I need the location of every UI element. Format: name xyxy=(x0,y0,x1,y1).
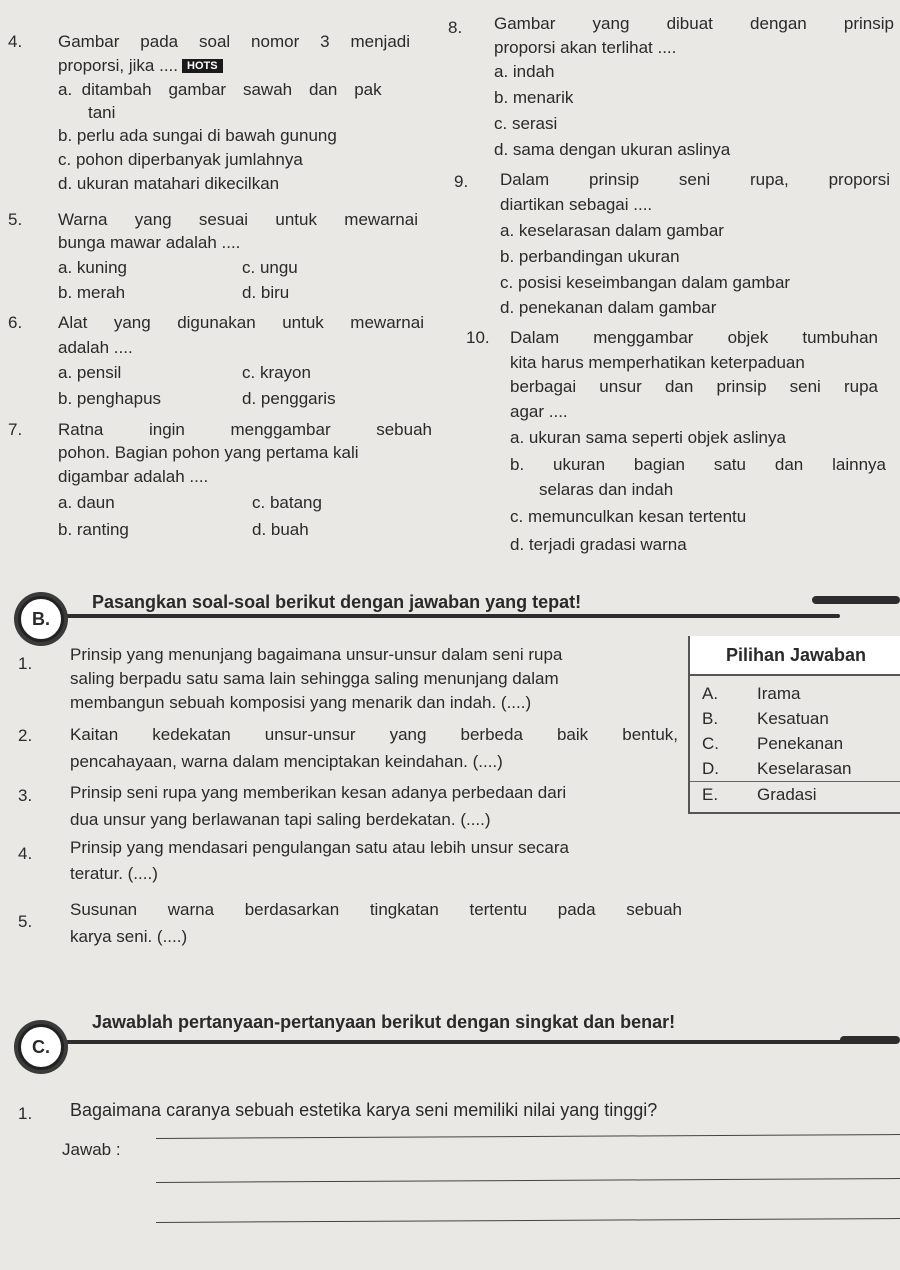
option-a: a. daun xyxy=(58,493,115,512)
option-d: d. biru xyxy=(242,283,290,302)
section-title: Jawablah pertanyaan-pertanyaan berikut dengan singkat dan benar! xyxy=(92,1012,676,1032)
option-d: d. sama dengan ukuran aslinya xyxy=(494,140,731,159)
item-text: karya seni. (....) xyxy=(70,927,188,946)
option-c: C. Penekanan xyxy=(702,734,844,753)
question-number: 9. xyxy=(454,172,469,191)
option-d: d. buah xyxy=(252,520,309,539)
question-text: agar .... xyxy=(510,402,568,421)
question-number: 7. xyxy=(8,420,23,439)
option-d: d. terjadi gradasi warna xyxy=(510,535,687,554)
option-d: D. Keselarasan xyxy=(702,759,852,778)
answer-line[interactable] xyxy=(156,1134,900,1139)
item-number: 2. xyxy=(18,726,33,745)
option-b: b. ranting xyxy=(58,520,129,539)
item-text: Susunan warna berdasarkan tingkatan tertentu pada sebuah xyxy=(70,900,682,919)
question-text: Warna yang sesuai untuk mewarnai xyxy=(58,210,418,229)
item-number: 1. xyxy=(18,654,33,673)
option-c: c. ungu xyxy=(242,258,298,277)
item-text: dua unsur yang berlawanan tapi saling berdekatan. (....) xyxy=(70,810,491,829)
option-b: b. merah xyxy=(58,283,126,302)
answer-line[interactable] xyxy=(156,1218,900,1223)
question-number: 6. xyxy=(8,313,23,332)
item-number: 5. xyxy=(18,912,33,931)
option-d: d. penekanan dalam gambar xyxy=(500,298,717,317)
item-text: saling berpadu satu sama lain sehingga saling menunjang dalam xyxy=(70,669,559,688)
answer-line[interactable] xyxy=(156,1178,900,1183)
question-text: bunga mawar adalah .... xyxy=(58,233,241,252)
option-c: c. serasi xyxy=(494,114,558,133)
option-c: c. posisi keseimbangan dalam gambar xyxy=(500,273,791,292)
option-a: a. indah xyxy=(494,62,555,81)
section-title: Pasangkan soal-soal berikut dengan jawaban yang tepat! xyxy=(92,592,582,612)
question-text: Bagaimana caranya sebuah estetika karya seni memiliki nilai yang tinggi? xyxy=(70,1100,658,1120)
option-a: a. keselarasan dalam gambar xyxy=(500,221,724,240)
header-dots xyxy=(812,596,900,604)
item-text: Prinsip yang mendasari pengulangan satu atau lebih unsur secara xyxy=(70,838,569,857)
item-text: Prinsip seni rupa yang memberikan kesan adanya perbedaan dari xyxy=(70,783,567,802)
option-b: b. penghapus xyxy=(58,389,162,408)
option-b: b. perbandingan ukuran xyxy=(500,247,680,266)
options-title: Pilihan Jawaban xyxy=(690,636,900,676)
question-text: digambar adalah .... xyxy=(58,467,209,486)
option-a-cont: tani xyxy=(88,103,116,122)
option-c: c. memunculkan kesan tertentu xyxy=(510,507,747,526)
section-letter-badge: C. xyxy=(18,1024,64,1070)
option-b: B. Kesatuan xyxy=(702,709,829,728)
option-c: c. batang xyxy=(252,493,322,512)
option-b: b. ukuran bagian satu dan lainnya xyxy=(510,455,886,474)
option-a: a. kuning xyxy=(58,258,127,277)
question-text: Dalam menggambar objek tumbuhan xyxy=(510,328,878,347)
header-dots xyxy=(840,1036,900,1044)
answer-options-box xyxy=(688,636,900,814)
question-text: Gambar yang dibuat dengan prinsip xyxy=(494,14,894,33)
question-text: Alat yang digunakan untuk mewarnai xyxy=(58,313,424,332)
question-text: proporsi akan terlihat .... xyxy=(494,38,677,57)
divider xyxy=(690,781,900,782)
question-text: pohon. Bagian pohon yang pertama kali xyxy=(58,443,359,462)
item-text: Prinsip yang menunjang bagaimana unsur-unsur dalam seni rupa xyxy=(70,645,563,664)
question-text: proporsi, jika .... HOTS xyxy=(58,56,223,76)
option-b: b. perlu ada sungai di bawah gunung xyxy=(58,126,337,145)
item-text: teratur. (....) xyxy=(70,864,158,883)
item-text: Kaitan kedekatan unsur-unsur yang berbeda baik bentuk, xyxy=(70,725,678,744)
question-text: Ratna ingin menggambar sebuah xyxy=(58,420,432,439)
question-number: 4. xyxy=(8,32,23,51)
question-text: Dalam prinsip seni rupa, proporsi xyxy=(500,170,890,189)
item-text: membangun sebuah komposisi yang menarik dan indah. (....) xyxy=(70,693,532,712)
option-b: b. menarik xyxy=(494,88,574,107)
option-b-cont: selaras dan indah xyxy=(539,480,674,499)
option-a: a. ditambah gambar sawah dan pak xyxy=(58,80,382,99)
option-a: A. Irama xyxy=(702,684,801,703)
option-d: d. penggaris xyxy=(242,389,336,408)
option-a: a. pensil xyxy=(58,363,122,382)
question-number: 5. xyxy=(8,210,23,229)
question-text: kita harus memperhatikan keterpaduan xyxy=(510,353,805,372)
option-a: a. ukuran sama seperti objek aslinya xyxy=(510,428,786,447)
option-e: E. Gradasi xyxy=(702,785,817,804)
item-number: 3. xyxy=(18,786,33,805)
section-letter-badge: B. xyxy=(18,596,64,642)
option-c: c. pohon diperbanyak jumlahnya xyxy=(58,150,303,169)
option-d: d. ukuran matahari dikecilkan xyxy=(58,174,280,193)
header-underline xyxy=(40,614,840,618)
header-underline xyxy=(40,1040,850,1044)
question-text: Gambar pada soal nomor 3 menjadi xyxy=(58,32,410,51)
question-text: berbagai unsur dan prinsip seni rupa xyxy=(510,377,878,396)
answer-label: Jawab : xyxy=(62,1140,121,1159)
question-number: 1. xyxy=(18,1104,33,1123)
question-number: 8. xyxy=(448,18,463,37)
hots-badge: HOTS xyxy=(182,59,223,73)
question-number: 10. xyxy=(466,328,490,347)
item-number: 4. xyxy=(18,844,33,863)
item-text: pencahayaan, warna dalam menciptakan keindahan. (....) xyxy=(70,752,503,771)
question-text: diartikan sebagai .... xyxy=(500,195,653,214)
question-text: adalah .... xyxy=(58,338,133,357)
option-c: c. krayon xyxy=(242,363,311,382)
